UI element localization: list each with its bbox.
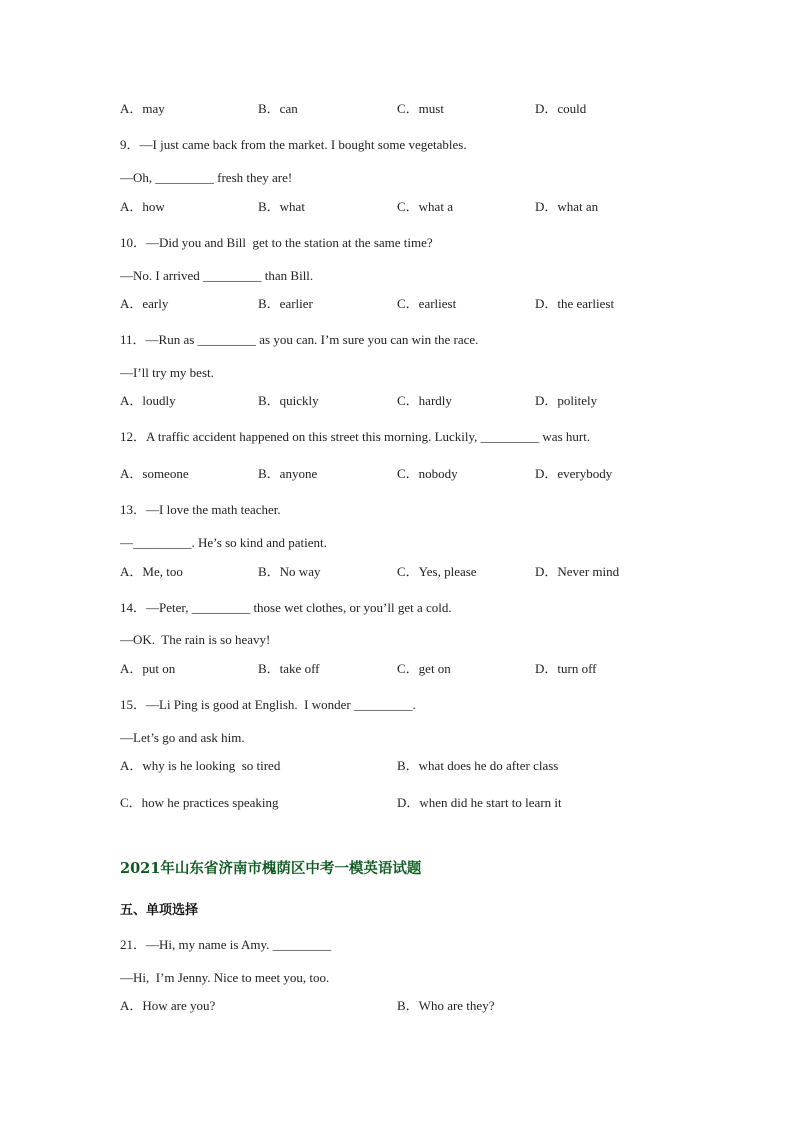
q14-option-a: A．put on: [120, 661, 176, 676]
q10-option-a: A．early: [120, 296, 169, 311]
q14-reply: —OK. The rain is so heavy!: [120, 632, 271, 647]
q14-stem: 14．—Peter, _________ those wet clothes, or you’ll get a cold.: [120, 600, 452, 615]
q9-option-d: D．what an: [535, 199, 599, 214]
q10-option-c: C．earliest: [397, 296, 457, 311]
q15-stem: 15．—Li Ping is good at English. I wonder _________.: [120, 697, 416, 712]
q13-stem: 13．—I love the math teacher.: [120, 502, 281, 517]
q9-option-b: B．what: [258, 199, 305, 214]
q10-reply: —No. I arrived _________ than Bill.: [120, 268, 314, 283]
q12-option-b: B．anyone: [258, 466, 318, 481]
section-heading: 五、单项选择: [120, 903, 199, 918]
q21-reply: —Hi, I’m Jenny. Nice to meet you, too.: [120, 970, 330, 985]
q11-option-b: B．quickly: [258, 393, 319, 408]
q13-reply: —_________. He’s so kind and patient.: [120, 535, 327, 550]
q9-option-c: C．what a: [397, 199, 453, 214]
q15-option-b: B．what does he do after class: [397, 758, 559, 773]
q8-option-d: D．could: [535, 101, 587, 116]
q15-option-a: A．why is he looking so tired: [120, 758, 281, 773]
q12-option-c: C．nobody: [397, 466, 458, 481]
q13-option-d: D．Never mind: [535, 564, 620, 579]
q13-option-c: C．Yes, please: [397, 564, 477, 579]
q9-reply: —Oh, _________ fresh they are!: [120, 170, 293, 185]
q21-stem: 21．—Hi, my name is Amy. _________: [120, 937, 332, 952]
q11-reply: —I’ll try my best.: [120, 365, 214, 380]
q15-reply: —Let’s go and ask him.: [120, 730, 245, 745]
q13-option-a: A．Me, too: [120, 564, 183, 579]
q14-option-c: C．get on: [397, 661, 451, 676]
q11-option-d: D．politely: [535, 393, 598, 408]
q11-stem: 11．—Run as _________ as you can. I’m sure you can win the race.: [120, 332, 479, 347]
q10-stem: 10．—Did you and Bill get to the station at the same time?: [120, 235, 433, 250]
q14-option-d: D．turn off: [535, 661, 597, 676]
q11-option-c: C．hardly: [397, 393, 452, 408]
q13-option-b: B．No way: [258, 564, 321, 579]
q14-option-b: B．take off: [258, 661, 320, 676]
q9-stem: 9．—I just came back from the market. I bought some vegetables.: [120, 137, 467, 152]
q9-option-a: A．how: [120, 199, 165, 214]
q10-option-b: B．earlier: [258, 296, 313, 311]
q12-stem: 12．A traffic accident happened on this street this morning. Luckily, _________ was hurt.: [120, 429, 591, 444]
q15-option-c: C．how he practices speaking: [120, 795, 279, 810]
q15-option-d: D．when did he start to learn it: [397, 795, 562, 810]
q12-option-d: D．everybody: [535, 466, 613, 481]
exam-title: 2021年山东省济南市槐荫区中考一模英语试题: [120, 860, 422, 877]
q12-option-a: A．someone: [120, 466, 189, 481]
q11-option-a: A．loudly: [120, 393, 176, 408]
q10-option-d: D．the earliest: [535, 296, 615, 311]
q8-option-a: A．may: [120, 101, 165, 116]
q21-option-b: B．Who are they?: [397, 998, 495, 1013]
q8-option-b: B．can: [258, 101, 298, 116]
q8-option-c: C．must: [397, 101, 444, 116]
q21-option-a: A．How are you?: [120, 998, 216, 1013]
